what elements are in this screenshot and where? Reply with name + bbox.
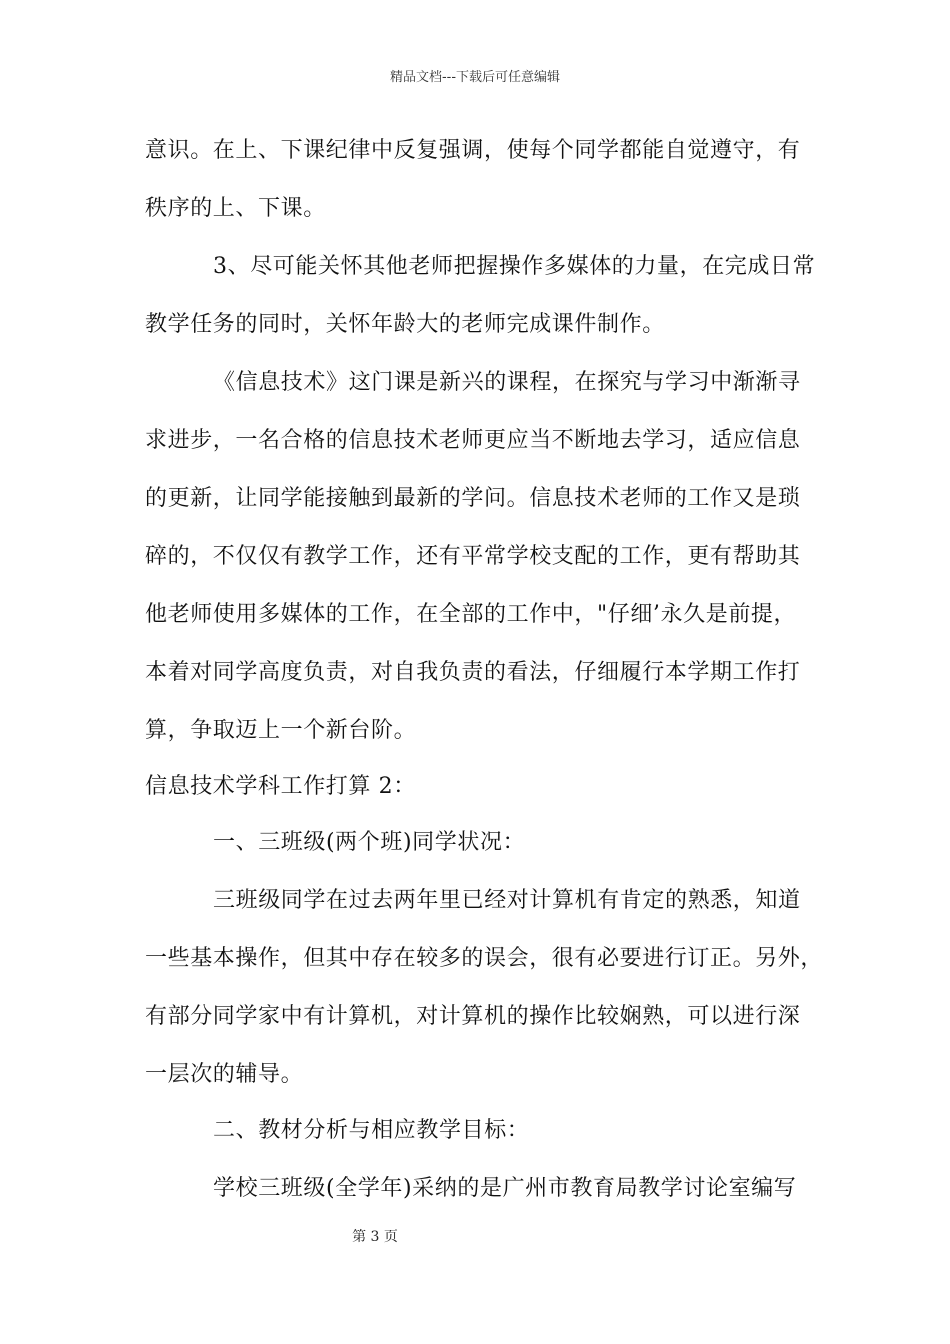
body-line: 本着对同学高度负责，对自我负责的看法，仔细履行本学期工作打 bbox=[145, 660, 801, 685]
subsection-heading: 二、教材分析与相应教学目标： bbox=[213, 1118, 530, 1143]
section-heading: 信息技术学科工作打算 2： bbox=[145, 774, 416, 799]
page-number: 第 3 页 bbox=[352, 1229, 398, 1245]
page-header: 精品文档---下载后可任意编辑 bbox=[389, 70, 561, 85]
body-line: 的更新，让同学能接触到最新的学问。信息技术老师的工作又是琐 bbox=[145, 486, 801, 511]
body-line: 有部分同学家中有计算机，对计算机的操作比较娴熟，可以进行深 bbox=[145, 1004, 801, 1029]
subsection-heading: 一、三班级(两个班)同学状况： bbox=[213, 830, 526, 855]
body-line: 三班级同学在过去两年里已经对计算机有肯定的熟悉，知道 bbox=[213, 888, 801, 913]
body-line: 算，争取迈上一个新台阶。 bbox=[145, 718, 417, 743]
body-line: 一些基本操作，但其中存在较多的误会，很有必要进行订正。另外， bbox=[145, 946, 824, 971]
body-line: 学校三班级(全学年)采纳的是广州市教育局教学讨论室编写 bbox=[213, 1176, 797, 1201]
body-line: 教学任务的同时，关怀年龄大的老师完成课件制作。 bbox=[145, 312, 665, 337]
body-line: 意识。在上、下课纪律中反复强调，使每个同学都能自觉遵守，有 bbox=[145, 138, 801, 163]
body-line: 3、尽可能关怀其他老师把握操作多媒体的力量，在完成日常 bbox=[213, 254, 816, 279]
body-line: 求进步，一名合格的信息技术老师更应当不断地去学习，适应信息 bbox=[145, 428, 801, 453]
body-line: 一层次的辅导。 bbox=[145, 1062, 304, 1087]
body-line: 《信息技术》这门课是新兴的课程，在探究与学习中渐渐寻 bbox=[213, 370, 801, 395]
body-line: 他老师使用多媒体的工作，在全部的工作中，"仔细’永久是前提， bbox=[145, 602, 797, 627]
body-line: 碎的，不仅仅有教学工作，还有平常学校支配的工作，更有帮助其 bbox=[145, 544, 801, 569]
body-line: 秩序的上、下课。 bbox=[145, 196, 326, 221]
